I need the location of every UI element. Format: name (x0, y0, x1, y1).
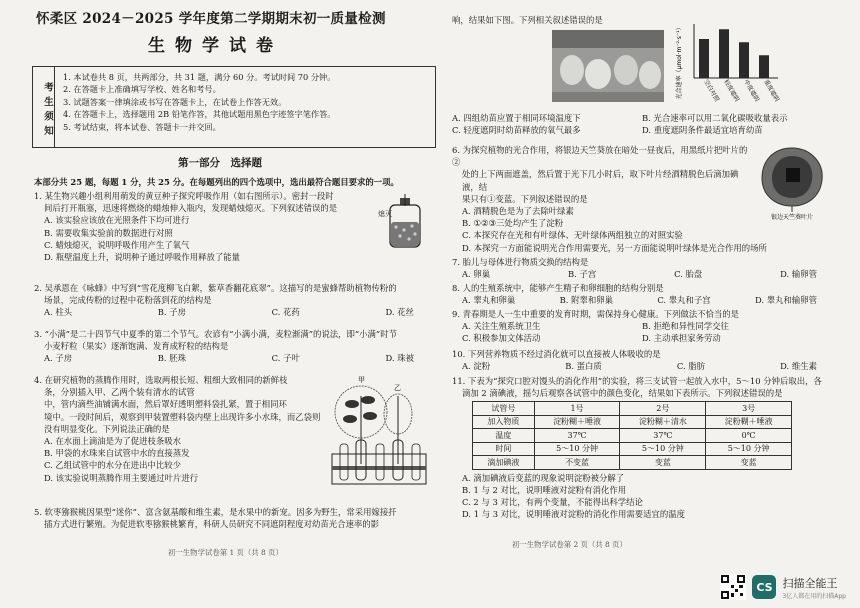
option: C. 子叶 (271, 353, 300, 364)
chart-bar (719, 29, 729, 78)
table-cell: 变蓝 (706, 456, 792, 470)
table-row (473, 429, 792, 443)
chart-y-label: 光合速率（μmol·m⁻²·s⁻¹） (676, 24, 683, 100)
question-stem: 5. 软枣猕猴桃因果型“迷你”、富含氨基酸和维生素，是水果中的新宠。因多为野生，常采用嫁接扦 (34, 507, 397, 517)
part-description: 本部分共 25 题，每题 1 分，共 25 分。在每题列出的四个选项中，选出最符合题目要求的一项。 (34, 177, 399, 187)
table-header: 2号 (620, 402, 706, 416)
option: D. 睾丸和输卵管 (755, 295, 817, 306)
table-row (473, 415, 792, 429)
chart-category-label: 空白对照 (702, 78, 721, 103)
question-stem: 场景，完成传粉的过程中花粉落到花的结构是 (44, 295, 212, 306)
chart-category-label: 中度遮阴 (742, 78, 761, 103)
option: C. 脂肪 (676, 361, 706, 372)
option: C. 本探究存在光和有叶绿体、无叶绿体两组独立的对照实验 (462, 230, 683, 241)
option: A. 柱头 (44, 307, 73, 318)
notice-item: 4. 在答题卡上，选择题用 2B 铅笔作答，其他试题用黑色字迹签字笔作答。 (63, 109, 336, 120)
table-cell: 淀粉糊＋唾液 (706, 415, 792, 429)
option: B. 子宫 (567, 269, 597, 280)
table-cell: 37℃ (620, 429, 706, 443)
option: A. 子房 (44, 353, 73, 364)
option: D. 花丝 (385, 307, 414, 318)
table-cell: 淀粉糊＋清水 (620, 415, 706, 429)
option: B. 附睾和卵巢 (559, 295, 613, 306)
table-header: 1号 (534, 402, 620, 416)
question-3 (34, 328, 434, 365)
left-page (28, 0, 438, 608)
option: B. 蛋白质 (565, 361, 602, 372)
question-stem: 1. 某生物兴趣小组利用萌发的黄豆种子探究呼吸作用（如右图所示）。密封一段时 (34, 191, 334, 201)
question-1 (34, 190, 434, 263)
table-header: 试管号 (473, 402, 535, 416)
option: D. 主动承担家务劳动 (642, 333, 721, 344)
question-stem: 3. “小满”是二十四节气中夏季的第二个节气。农谚有“小满小满，麦粒渐满”的说法，即“小满”时节 (34, 329, 397, 339)
scanner-watermark (720, 574, 846, 600)
question-stem: 响，结果如下图。下列相关叙述错误的是 (452, 15, 603, 25)
option: D. 维生素 (780, 361, 817, 372)
geranium-leaf-figure (752, 142, 832, 220)
chart-bar (699, 39, 709, 78)
table-cell: 5～10 分钟 (620, 442, 706, 456)
svg-text:甲: 甲 (358, 376, 365, 384)
option: C. 蜡烛熄灭，说明呼吸作用产生了氧气 (44, 239, 190, 250)
chart-bar (739, 42, 749, 78)
option: A. 四组幼苗应置于相同环境温度下 (452, 113, 581, 123)
option: C. 乙组试管中的水分在进出中比较少 (44, 460, 182, 471)
scanner-name: 扫描全能王 (782, 576, 838, 590)
table-cell: 加入物质 (473, 415, 535, 429)
table-cell: 0℃ (706, 429, 792, 443)
experiment-table (472, 401, 792, 470)
option: C. 2 与 3 对比，有两个变量，不能得出科学结论 (462, 497, 643, 508)
question-stem: 10. 下列营养物质不经过消化就可以直接被人体吸收的是 (452, 349, 661, 359)
option: B. 子房 (157, 307, 186, 318)
question-stem: 中，管内滴些油铺满水面，然后罩好透明塑料袋扎紧，置于相同环 (44, 399, 287, 410)
subject-title: 生物学试卷 (148, 36, 283, 56)
question-stem: 9. 青春期是人一生中重要的发育时期，需保持身心健康。下列做法不恰当的是 (452, 309, 740, 319)
option: D. 瓶壁温度上升，说明种子通过呼吸作用释放了能量 (44, 251, 240, 262)
option-row (452, 268, 837, 280)
table-row (473, 456, 792, 470)
question-stem: 8. 人的生殖系统中，能够产生精子和卵细胞的结构分别是 (452, 283, 664, 293)
option: C. 花药 (271, 307, 300, 318)
question-stem: 2. 吴承恩在《咏蜂》中写到“雪花度柳飞白絮，紫草香翻花底翠”。这描写的是蜜蜂帮助植物传粉的 (34, 283, 397, 293)
option: C. 积极参加文体活动 (462, 333, 541, 344)
question-stem: 条，分别插入甲、乙两个装有清水的试管 (44, 387, 195, 398)
option: D. 本探究一方面能说明光合作用需要光，另一方面能说明叶绿体是光合作用的场所 (462, 242, 767, 253)
notice-item: 1. 本试卷共 8 页，共两部分，共 31 题，满分 60 分。考试时间 70 分钟。 (63, 72, 336, 82)
table-header-row (473, 402, 792, 416)
option: D. 重度遮阴条件最适宜培育幼苗 (642, 125, 763, 136)
option: B. 拒绝和异性同学交往 (642, 321, 729, 332)
option: A. 淀粉 (462, 361, 491, 372)
option: A. 卵巢 (462, 269, 491, 280)
question-5-options (452, 112, 837, 136)
question-stem: 小麦籽粒（果实）逐渐饱满、发育成籽粒的结构是 (44, 341, 229, 352)
option-row (452, 112, 837, 124)
question-stem: 7. 胎儿与母体进行物质交换的结构是 (452, 257, 589, 267)
option: D. 1 与 3 对比，说明唾液对淀粉的消化作用需要适宜的温度 (462, 509, 686, 520)
question-stem: 处的上下两面遮盖，然后置于光下几小时后，取下叶片经酒精脱色后滴加碘液，结 (462, 169, 739, 192)
option: B. 胚珠 (157, 353, 186, 364)
option: C. 轻度遮阴时幼苗释放的氧气最多 (452, 125, 581, 136)
notice-body (63, 71, 431, 133)
page-footer: 初一生物学试卷第 2 页（共 8 页） (512, 540, 627, 549)
question-5 (34, 506, 434, 530)
option-row (452, 332, 837, 344)
question-stem: 境中。一段时间后，观察到甲装置塑料袋内壁上出现许多小水珠，而乙袋则 (44, 411, 321, 422)
question-stem: 果只有①变蓝。下列叙述错误的是 (462, 193, 588, 204)
question-stem: 间后打开瓶塞，迅速将燃烧的蜡烛伸入瓶内，发现蜡烛熄灭。下列叙述错误的是 (44, 203, 338, 214)
option: A. 该实验应该放在光照条件下均可进行 (44, 215, 190, 226)
option: D. 珠被 (385, 353, 414, 364)
question-9 (452, 308, 837, 345)
notice-item: 2. 在答题卡上准确填写学校、姓名和考号。 (63, 84, 221, 95)
option: A. 睾丸和卵巢 (462, 295, 516, 306)
question-stem: 4. 在研究植物的蒸腾作用时，选取两根长短、粗细大致相同的新鲜枝 (34, 375, 288, 385)
question-stem: 插方式进行繁殖。为促进软枣猕猴桃繁育，科研人员研究不同遮阴程度对幼苗光合速率的影 (44, 519, 379, 530)
chart-bar (759, 55, 769, 78)
notice-item: 5. 考试结束，将本试卷、答题卡一并交回。 (63, 121, 221, 132)
notice-heading: 考生须知 (33, 67, 55, 147)
option: A. 在水面上滴油是为了促进枝条吸水 (44, 435, 181, 446)
table-row (473, 442, 792, 456)
question-stem: 没有明显变化。下列说法正确的是 (44, 423, 170, 434)
question-stem: 滴加 2 滴碘液，摇匀后观察各试管中的颜色变化，结果如下表所示。下列叙述错误的是 (462, 388, 783, 399)
photosynthesis-chart (672, 18, 822, 106)
option-row (34, 352, 434, 364)
svg-text:乙: 乙 (394, 384, 401, 392)
scanner-brand (782, 575, 846, 600)
part-title: 第一部分 选择题 (178, 157, 262, 169)
option: A. 酒精脱色是为了去除叶绿素 (462, 205, 574, 216)
option-row (452, 294, 837, 306)
option-row (452, 360, 837, 372)
kiwi-photo (552, 30, 664, 102)
option: B. 需要收集实验前的数据进行对照 (44, 227, 173, 238)
option: A. 滴加碘液后变蓝的现象说明淀粉被分解了 (462, 472, 625, 483)
option: B. 光合速率可以用二氧化碳吸收量表示 (642, 113, 788, 123)
option: B. 1 与 2 对比，说明唾液对淀粉有消化作用 (462, 485, 627, 496)
camscanner-logo-icon: CS (752, 575, 776, 599)
question-8 (452, 282, 837, 306)
option: B. 甲袋的水珠来自试管中水的直接蒸发 (44, 448, 190, 459)
question-10 (452, 348, 837, 372)
question-2 (34, 282, 434, 319)
option: D. 该实验说明蒸腾作用主要通过叶片进行 (44, 472, 199, 483)
exam-notice-box (32, 66, 436, 148)
table-cell: 5～10 分钟 (706, 442, 792, 456)
seed-jar-figure (378, 194, 438, 250)
table-cell: 滴加碘液 (473, 456, 535, 470)
scanner-slogan: 3亿人都在用的扫描App (782, 592, 846, 600)
chart-category-label: 轻度遮阴 (722, 78, 741, 103)
question-stem: 6. 为探究植物的光合作用，将银边天竺葵放在暗处一昼夜后，用黑纸片把叶片的② (452, 145, 748, 168)
question-stem: 11. 下表为“探究口腔对馒头的消化作用”的实验，将三支试管一起放入水中，5～10 分钟后取出，各 (452, 376, 822, 386)
option: D. 输卵管 (780, 269, 817, 280)
option: C. 睾丸和子宫 (657, 295, 711, 306)
table-cell: 5～10 分钟 (534, 442, 620, 456)
table-cell: 温度 (473, 429, 535, 443)
notice-item: 3. 试题答案一律填涂或书写在答题卡上，在试卷上作答无效。 (63, 96, 287, 107)
right-page (452, 0, 837, 608)
leaf-caption: 银边天竺葵叶片 (770, 214, 814, 220)
question-4 (34, 374, 324, 484)
table-cell: 淀粉糊＋唾液 (534, 415, 620, 429)
table-cell: 不变蓝 (534, 456, 620, 470)
option: C. 胎盘 (674, 269, 703, 280)
option-row (452, 320, 837, 332)
jar-label: 熄灭 (378, 210, 392, 218)
table-cell: 37℃ (534, 429, 620, 443)
option-row (452, 124, 837, 136)
table-header: 3号 (706, 402, 792, 416)
qr-code-icon (720, 574, 746, 600)
option-row (34, 306, 434, 318)
option: A. 关注生殖系统卫生 (462, 321, 541, 332)
chart-category-label: 重度遮阴 (762, 78, 781, 103)
transpiration-figure (328, 374, 432, 492)
question-11 (452, 375, 837, 521)
option: B. ①②③三处均产生了淀粉 (462, 218, 564, 229)
table-cell: 变蓝 (620, 456, 706, 470)
page-footer: 初一生物学试卷第 1 页（共 8 页） (168, 548, 283, 557)
table-cell: 时间 (473, 442, 535, 456)
exam-title: 怀柔区 2024－2025 学年度第二学期期末初一质量检测 (36, 11, 386, 27)
question-7 (452, 256, 837, 280)
